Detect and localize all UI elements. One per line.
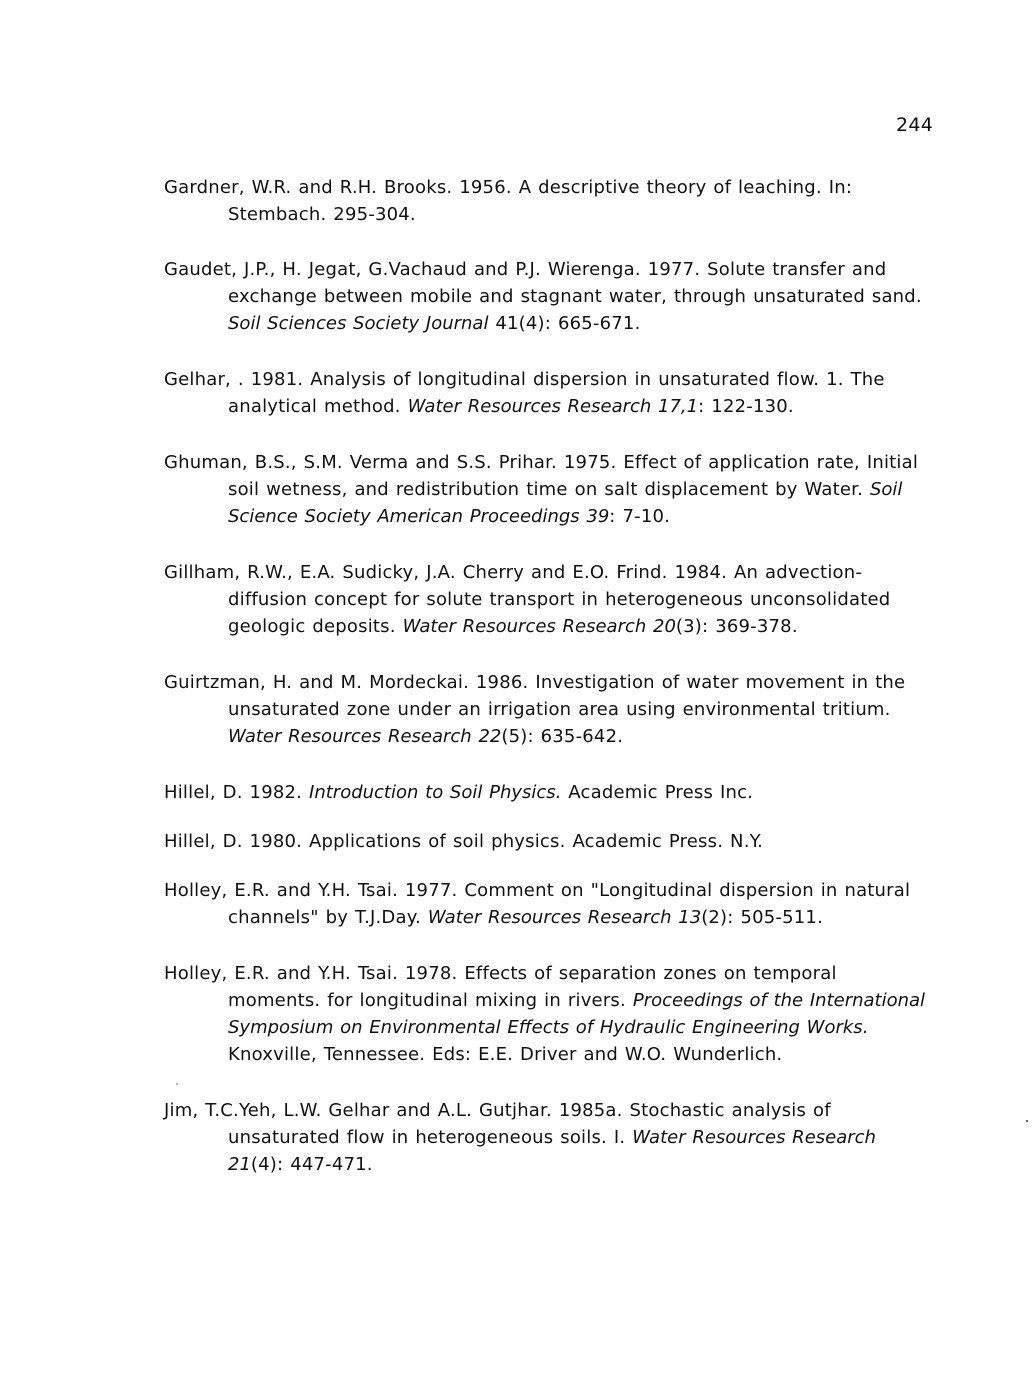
reference-citation: (5): 635-642. bbox=[501, 726, 624, 747]
reference-entry bbox=[164, 559, 934, 640]
reference-citation: 41(4): 665-671. bbox=[488, 313, 641, 334]
reference-entry bbox=[164, 1097, 934, 1178]
reference-journal: Introduction to Soil Physics. bbox=[309, 782, 562, 803]
scan-speck bbox=[176, 1083, 178, 1085]
reference-journal: Water Resources Research 20 bbox=[402, 616, 676, 637]
page-number: 244 bbox=[896, 114, 934, 136]
scan-speck bbox=[1026, 1120, 1028, 1122]
reference-journal: Water Resources Research 22 bbox=[228, 726, 502, 747]
reference-text: Holley, E.R. and Y.H. Tsai. 1977. Comment on "Longitudinal dispersion in natural channels" by T.J.Day. bbox=[164, 880, 911, 928]
reference-entry bbox=[164, 828, 934, 855]
reference-citation: Academic Press Inc. bbox=[561, 782, 754, 803]
reference-text: Holley, E.R. and Y.H. Tsai. 1978. Effects of separation zones on temporal moments. for longitudinal mixing in rivers. bbox=[164, 963, 837, 1011]
reference-entry bbox=[164, 449, 934, 530]
reference-list bbox=[164, 174, 934, 1178]
reference-text: Jim, T.C.Yeh, L.W. Gelhar and A.L. Gutjhar. 1985a. Stochastic analysis of unsaturated flow in heterogeneous soils. I. bbox=[164, 1100, 831, 1148]
reference-text: Gaudet, J.P., H. Jegat, G.Vachaud and P.J. Wierenga. 1977. Solute transfer and exchange between mobile and stagnant water, through unsaturated sand. bbox=[164, 259, 922, 307]
reference-citation: Knoxville, Tennessee. Eds: E.E. Driver and W.O. Wunderlich. bbox=[228, 1044, 783, 1065]
reference-journal: Water Resources Research 13 bbox=[427, 907, 702, 928]
reference-journal: Proceedings of the International Symposium on Environmental Effects of Hydraulic Engineering Works. bbox=[228, 990, 926, 1038]
reference-entry bbox=[164, 960, 934, 1068]
reference-citation: (4): 447-471. bbox=[250, 1154, 373, 1175]
reference-text: Gardner, W.R. and R.H. Brooks. 1956. A descriptive theory of leaching. In: Stembach. 295-304. bbox=[164, 177, 853, 225]
reference-entry bbox=[164, 877, 934, 931]
reference-journal: Water Resources Research 21 bbox=[228, 1127, 876, 1175]
reference-entry bbox=[164, 366, 934, 420]
reference-entry bbox=[164, 174, 934, 228]
reference-text: Hillel, D. 1982. bbox=[164, 782, 310, 803]
reference-citation: (3): 369-378. bbox=[675, 616, 798, 637]
reference-text: Guirtzman, H. and M. Mordeckai. 1986. Investigation of water movement in the unsaturated zone under an irrigation area using environmental tritium. bbox=[164, 672, 906, 720]
reference-journal: Water Resources Research 17,1 bbox=[407, 396, 699, 417]
reference-citation: (2): 505-511. bbox=[701, 907, 824, 928]
reference-text: Hillel, D. 1980. Applications of soil physics. Academic Press. N.Y. bbox=[164, 831, 764, 852]
reference-text: Gelhar, . 1981. Analysis of longitudinal dispersion in unsaturated flow. 1. The analytical method. bbox=[164, 369, 885, 417]
reference-text: Ghuman, B.S., S.M. Verma and S.S. Prihar. 1975. Effect of application rate, Initial soil wetness, and redistribution time on salt displacement by Water. bbox=[164, 452, 919, 500]
reference-journal: Soil Sciences Society Journal bbox=[228, 313, 489, 334]
reference-citation: : 7-10. bbox=[609, 506, 671, 527]
reference-entry bbox=[164, 779, 934, 806]
reference-text: Gillham, R.W., E.A. Sudicky, J.A. Cherry and E.O. Frind. 1984. An advection-diffusion concept for solute transport in heterogeneous unconsolidated geologic deposits. bbox=[164, 562, 891, 637]
reference-entry bbox=[164, 256, 934, 337]
reference-entry bbox=[164, 669, 934, 750]
reference-citation: : 122-130. bbox=[698, 396, 794, 417]
reference-journal: Soil Science Society American Proceedings 39 bbox=[228, 479, 903, 527]
